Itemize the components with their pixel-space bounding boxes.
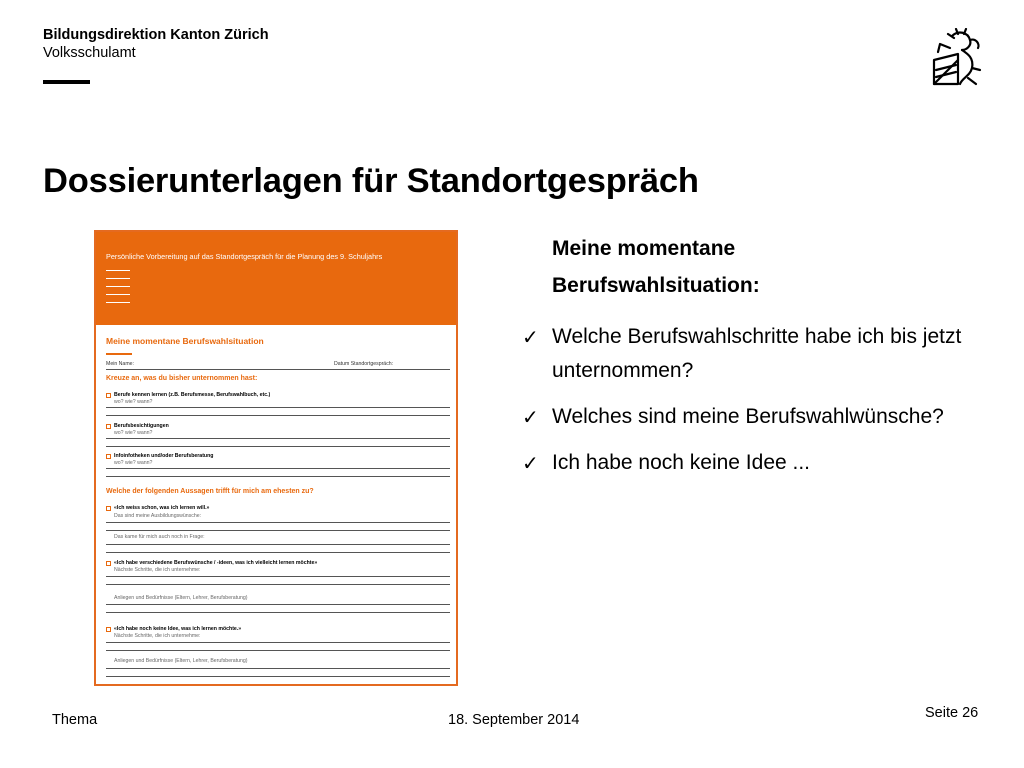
form-when-label: wo? wie? wann? [114, 460, 153, 466]
slide-title: Dossierunterlagen für Standortgespräch [43, 162, 699, 200]
list-item [522, 446, 982, 480]
form-when-label: wo? wie? wann? [114, 399, 153, 405]
form-line [106, 438, 450, 439]
form-section-title: Meine momentane Berufswahlsituation [106, 336, 264, 346]
header-divider [43, 80, 90, 84]
form-line [106, 415, 450, 416]
checkmark-icon: ✓ [522, 325, 539, 349]
page-number: Seite 26 [925, 705, 979, 721]
form-line [106, 468, 450, 469]
form-date-label: Datum Standortgespräch: [334, 361, 394, 367]
form-header-title: Persönliche Vorbereitung auf das Standortgespräch für die Planung des 9. Schuljahrs [106, 252, 383, 261]
form-header-line [106, 302, 130, 303]
footer-topic: Thema [52, 712, 98, 728]
form-checkbox [106, 454, 111, 459]
form-accent-bar [106, 353, 132, 355]
lion-coat-of-arms-icon [928, 28, 984, 88]
content-subheading: Meine momentane Berufswahlsituation: [552, 237, 760, 297]
form-line [106, 552, 450, 553]
form-line [106, 642, 450, 643]
list-item [522, 400, 982, 434]
footer-date: 18. September 2014 [448, 712, 580, 728]
form-checkbox [106, 506, 111, 511]
form-option-2: Berufsbesichtigungen [114, 423, 169, 429]
checkmark-icon: ✓ [522, 405, 539, 429]
form-line [106, 544, 450, 545]
organization-subtitle: Volksschulamt [43, 45, 136, 61]
form-when-label: wo? wie? wann? [114, 430, 153, 436]
form-header-line [106, 278, 130, 279]
form-note: Nächste Schritte, die ich unternehme: [114, 567, 201, 573]
form-option-3: Infoinfotheken und/oder Berufsberatung [114, 453, 214, 459]
form-checkbox [106, 424, 111, 429]
form-line [106, 668, 450, 669]
form-header-line [106, 294, 130, 295]
form-line [106, 612, 450, 613]
form-support-note: Anliegen und Bedürfnisse (Eltern, Lehrer, Berufsberatung) [114, 658, 248, 664]
form-line [106, 407, 450, 408]
form-support-note: Anliegen und Bedürfnisse (Eltern, Lehrer, Berufsberatung) [114, 595, 248, 601]
organization-name: Bildungsdirektion Kanton Zürich [43, 27, 269, 43]
form-note: Das sind meine Ausbildungswünsche: [114, 513, 202, 519]
form-checkbox [106, 393, 111, 398]
list-item [522, 320, 982, 388]
form-line [106, 650, 450, 651]
form-option-1: Berufe kennen lernen (z.B. Berufsmesse, Berufswahlbuch, etc.) [114, 392, 271, 398]
form-checkbox [106, 627, 111, 632]
form-header-line [106, 286, 130, 287]
form-line [106, 369, 450, 370]
bullet-list [522, 320, 982, 492]
form-line [106, 530, 450, 531]
form-statement-3: «Ich habe noch keine Idee, was ich lernen möchte.» [114, 626, 242, 632]
form-statement-2: «Ich habe verschiedene Berufswünsche / -ideen, was ich vielleicht lernen möchte» [114, 560, 318, 566]
bullet-text: Welches sind meine Berufswahlwünsche? [552, 405, 944, 428]
form-question-2: Welche der folgenden Aussagen trifft für mich am ehesten zu? [106, 488, 314, 495]
form-line [106, 604, 450, 605]
form-name-label: Mein Name: [106, 361, 134, 367]
form-header-line [106, 270, 130, 271]
form-statement-1: «Ich weiss schon, was ich lernen will.» [114, 505, 210, 511]
form-line [106, 676, 450, 677]
form-header [96, 232, 456, 325]
checkmark-icon: ✓ [522, 451, 539, 475]
form-line [106, 576, 450, 577]
form-note: Nächste Schritte, die ich unternehme: [114, 633, 201, 639]
dossier-form-preview [94, 230, 458, 686]
form-line [106, 476, 450, 477]
form-line [106, 584, 450, 585]
bullet-text: Welche Berufswahlschritte habe ich bis jetzt unternommen? [552, 325, 962, 382]
form-line [106, 522, 450, 523]
form-question-1: Kreuze an, was du bisher unternommen hast: [106, 375, 258, 382]
form-checkbox [106, 561, 111, 566]
form-note: Das kame für mich auch noch in Frage: [114, 534, 205, 540]
form-line [106, 446, 450, 447]
organization-block [43, 26, 269, 62]
bullet-text: Ich habe noch keine Idee ... [552, 451, 811, 474]
